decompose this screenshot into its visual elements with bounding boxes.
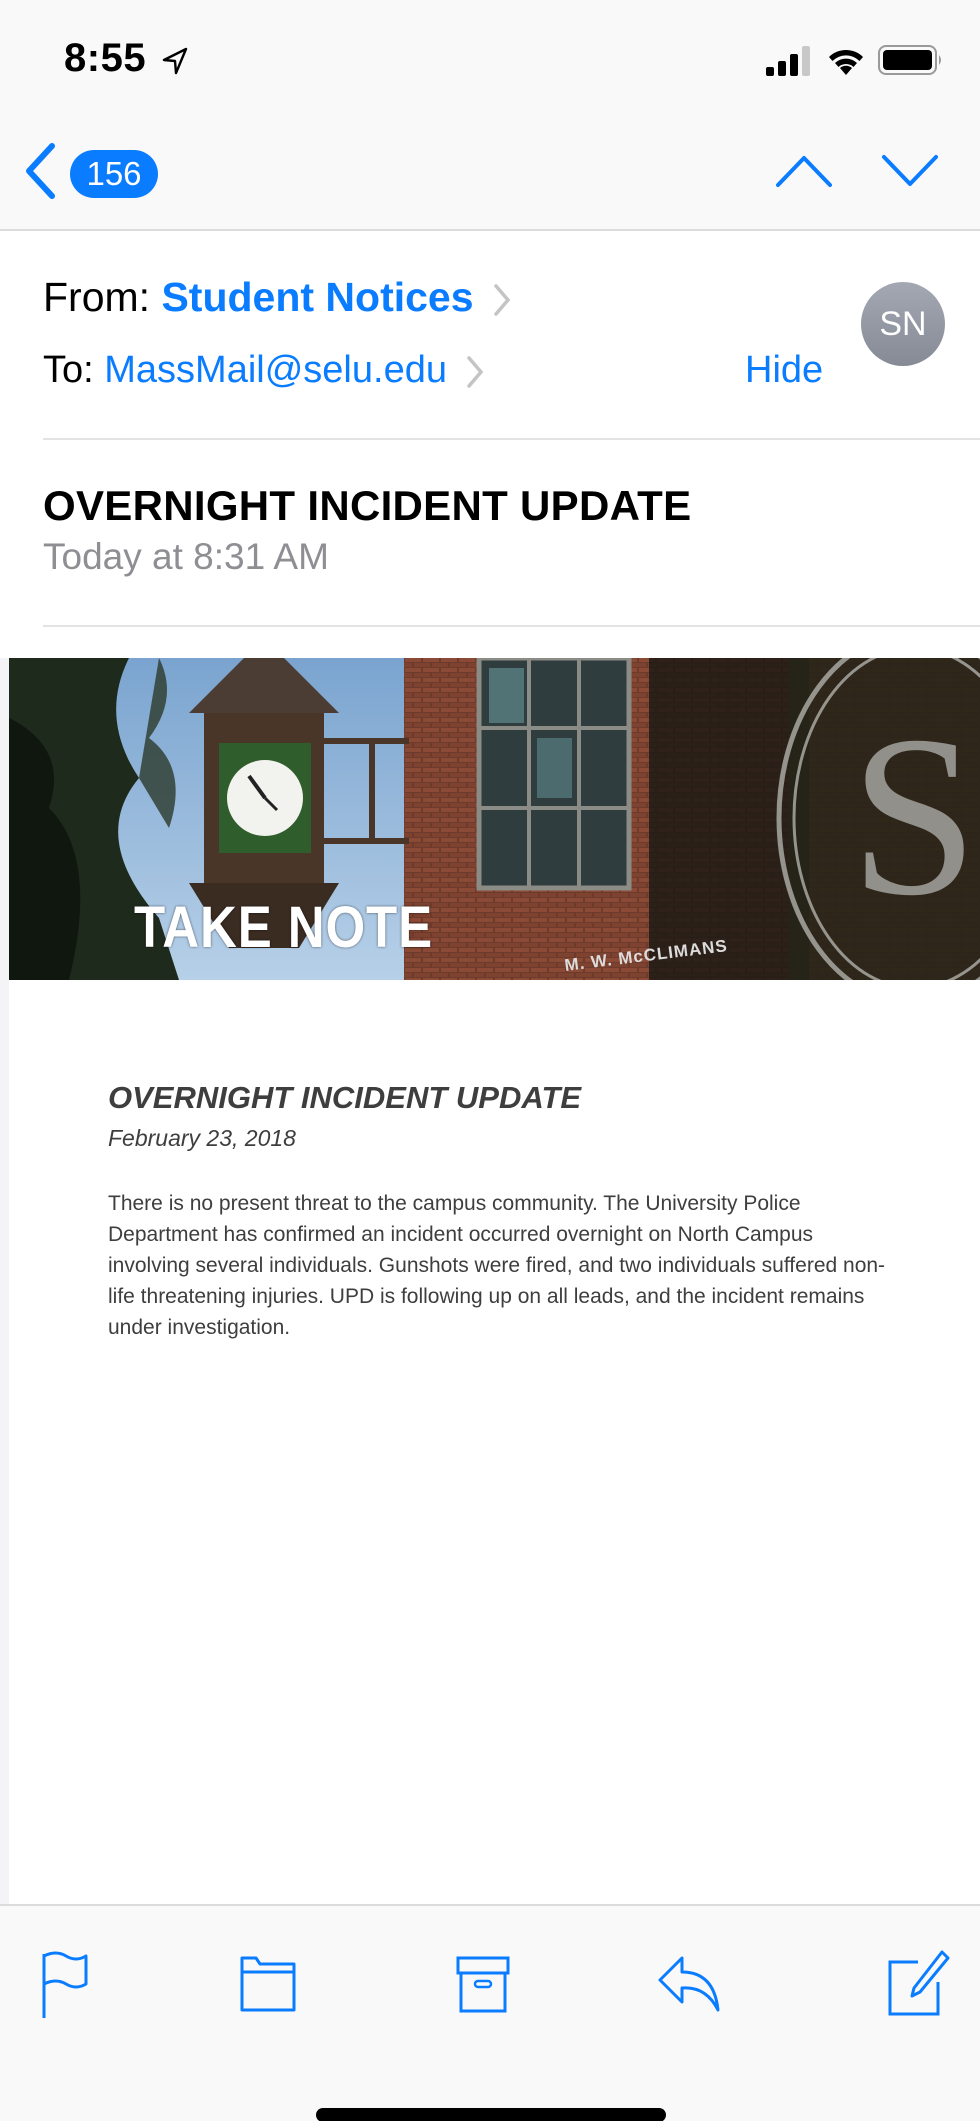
- chevron-down-icon[interactable]: [880, 150, 940, 190]
- building-sign-text: M. W. McCLIMANS: [563, 936, 729, 975]
- folder-icon[interactable]: [238, 1950, 308, 2020]
- status-bar: [0, 0, 980, 120]
- chevron-right-icon: [466, 355, 484, 389]
- bottom-toolbar: [0, 1904, 980, 2121]
- received-timestamp: Today at 8:31 AM: [43, 536, 329, 577]
- take-note-banner-image: [9, 658, 980, 980]
- reply-icon[interactable]: [656, 1950, 726, 2020]
- to-label: To:: [43, 349, 94, 391]
- back-to-inbox-unread-badge[interactable]: 156: [70, 150, 158, 198]
- to-row: [43, 349, 484, 392]
- chevron-left-icon[interactable]: [22, 142, 58, 200]
- banner-title: TAKE NOTE: [134, 895, 434, 960]
- hide-details-link[interactable]: Hide: [745, 349, 824, 391]
- article-paragraph: There is no present threat to the campus community. The University Police Department has confirmed an incident occurred overnight on North Campus involving several individuals. Gunshots were fired, and two individuals suffered non-life threatening injuries. UPD is following up on all leads, and the incident remains under investigation.: [108, 1192, 886, 1339]
- wifi-icon: [826, 44, 866, 76]
- from-row: [43, 274, 511, 321]
- svg-text:S: S: [850, 688, 978, 943]
- chevron-up-icon[interactable]: [774, 150, 834, 190]
- from-label: From:: [43, 274, 151, 320]
- message-body: [0, 628, 980, 1904]
- battery-full-icon: [878, 45, 944, 75]
- recipient-address-link[interactable]: MassMail@selu.edu: [104, 349, 447, 391]
- compose-icon[interactable]: [884, 1950, 954, 2020]
- flag-icon[interactable]: [38, 1950, 108, 2020]
- sender-name-link[interactable]: Student Notices: [161, 274, 474, 320]
- divider: [43, 438, 980, 440]
- body-left-gutter: [0, 658, 9, 1904]
- message-header: [0, 232, 980, 628]
- home-indicator[interactable]: [316, 2108, 666, 2121]
- nav-bar: [0, 120, 980, 231]
- cellular-signal-icon: [766, 46, 814, 76]
- sender-avatar[interactable]: SN: [861, 282, 945, 366]
- location-arrow-icon: [160, 46, 190, 76]
- message-subject: OVERNIGHT INCIDENT UPDATE: [43, 482, 692, 529]
- chevron-right-icon: [493, 283, 511, 317]
- article-date: February 23, 2018: [108, 1125, 296, 1151]
- archive-box-icon[interactable]: [454, 1950, 524, 2020]
- article-title: OVERNIGHT INCIDENT UPDATE: [108, 1080, 582, 1115]
- divider: [43, 625, 980, 627]
- status-time: 8:55: [64, 36, 147, 80]
